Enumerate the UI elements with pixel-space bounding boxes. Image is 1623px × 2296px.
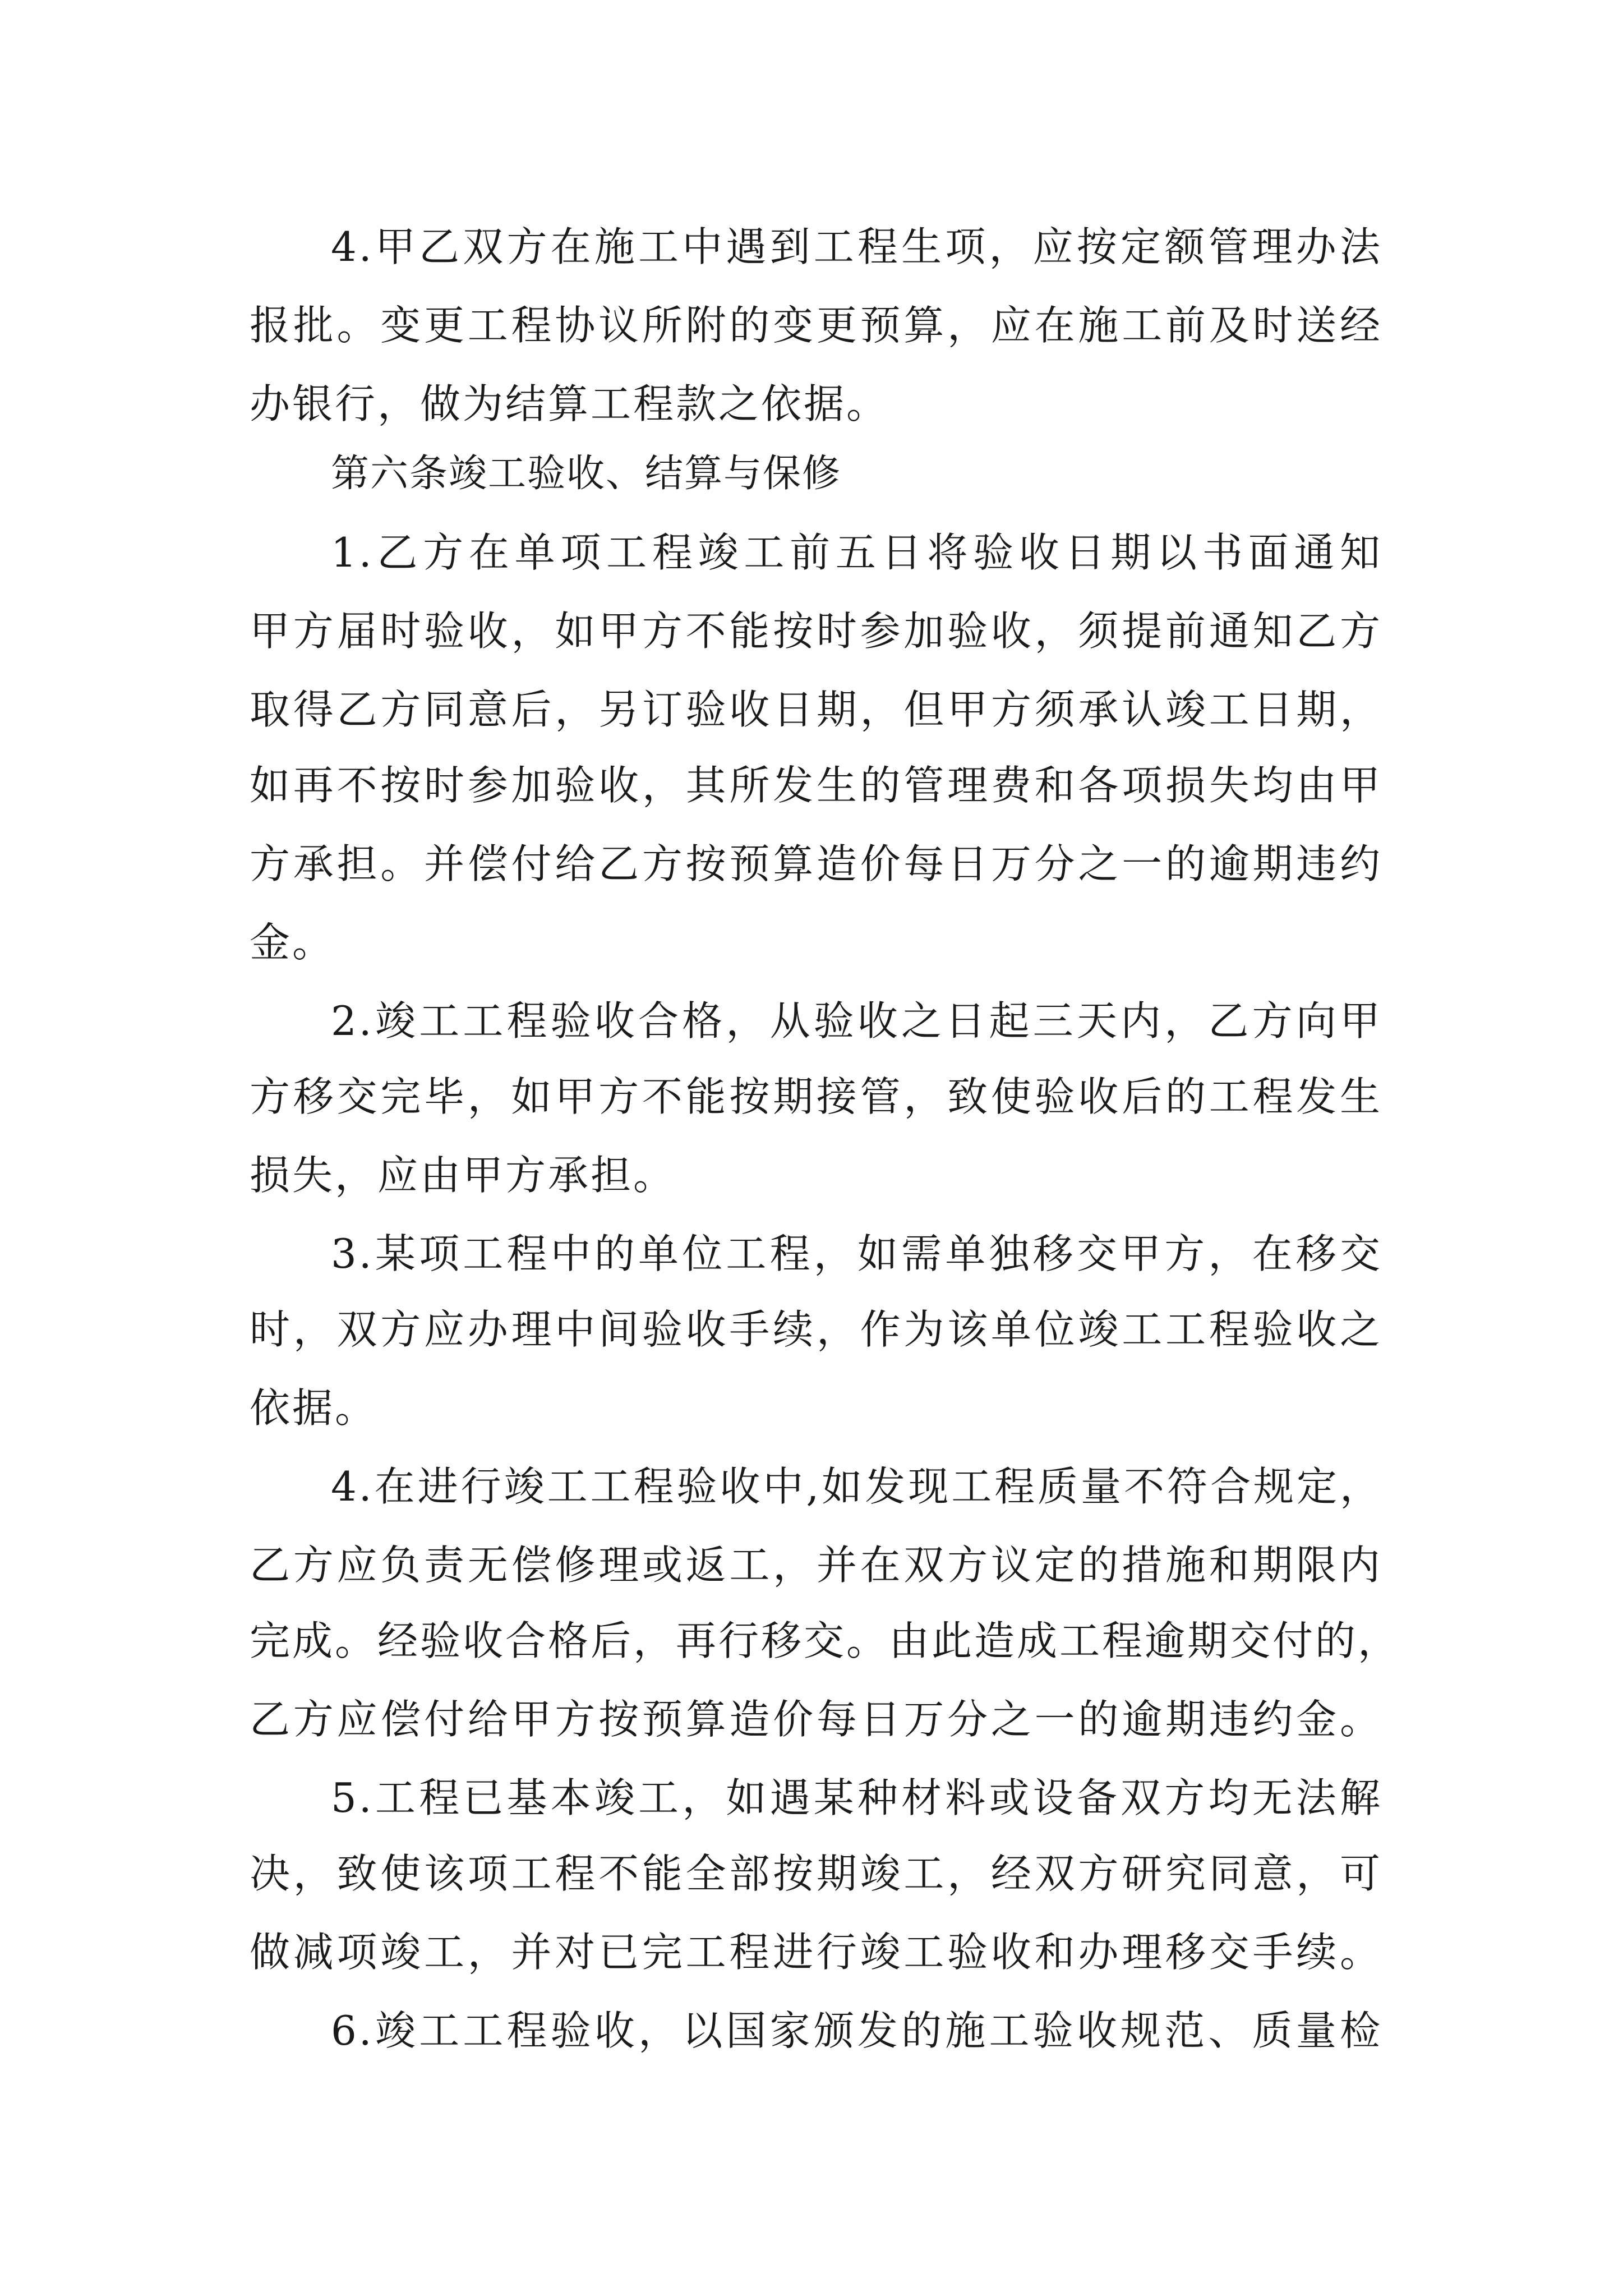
- text-line: 报批。变更工程协议所附的变更预算，应在施工前及时送经: [250, 302, 1382, 349]
- text-line: 3.某项工程中的单位工程，如需单独移交甲方，在移交: [331, 1230, 1382, 1277]
- text-line: 6.竣工工程验收，以国家颁发的施工验收规范、质量检: [331, 2007, 1382, 2054]
- text-line: 乙方应负责无偿修理或返工，并在双方议定的措施和期限内: [250, 1542, 1382, 1589]
- text-line: 甲方届时验收，如甲方不能按时参加验收，须提前通知乙方: [250, 608, 1382, 655]
- text-line: 办银行，做为结算工程款之依据。: [250, 380, 889, 427]
- text-line: 时，双方应办理中间验收手续，作为该单位竣工工程验收之: [250, 1306, 1382, 1353]
- text-line: 乙方应偿付给甲方按预算造价每日万分之一的逾期违约金。: [250, 1696, 1382, 1743]
- text-line: 方承担。并偿付给乙方按预算造价每日万分之一的逾期违约: [250, 840, 1382, 887]
- text-line: 依据。: [250, 1384, 378, 1432]
- text-line: 如再不按时参加验收，其所发生的管理费和各项损失均由甲: [250, 762, 1382, 809]
- text-line: 金。: [250, 919, 335, 966]
- text-line: 1.乙方在单项工程竣工前五日将验收日期以书面通知: [331, 529, 1382, 576]
- text-line: 做减项竣工，并对已完工程进行竣工验收和办理移交手续。: [250, 1929, 1382, 1976]
- text-line: 4.甲乙双方在施工中遇到工程生项，应按定额管理办法: [331, 223, 1382, 270]
- text-line: 损失，应由甲方承担。: [250, 1152, 676, 1199]
- section-heading: 第六条竣工验收、结算与保修: [331, 452, 842, 496]
- text-line: 取得乙方同意后，另订验收日期，但甲方须承认竣工日期，: [250, 686, 1382, 733]
- text-line: 方移交完毕，如甲方不能按期接管，致使验收后的工程发生: [250, 1073, 1382, 1120]
- text-line: 5.工程已基本竣工，如遇某种材料或设备双方均无法解: [331, 1774, 1382, 1821]
- text-line: 完成。经验收合格后，再行移交。由此造成工程逾期交付的，: [250, 1617, 1401, 1664]
- text-line: 决，致使该项工程不能全部按期竣工，经双方研究同意，可: [250, 1850, 1382, 1897]
- text-line: 2.竣工工程验收合格，从验收之日起三天内，乙方向甲: [331, 997, 1382, 1045]
- text-line: 4.在进行竣工工程验收中,如发现工程质量不符合规定，: [331, 1463, 1382, 1510]
